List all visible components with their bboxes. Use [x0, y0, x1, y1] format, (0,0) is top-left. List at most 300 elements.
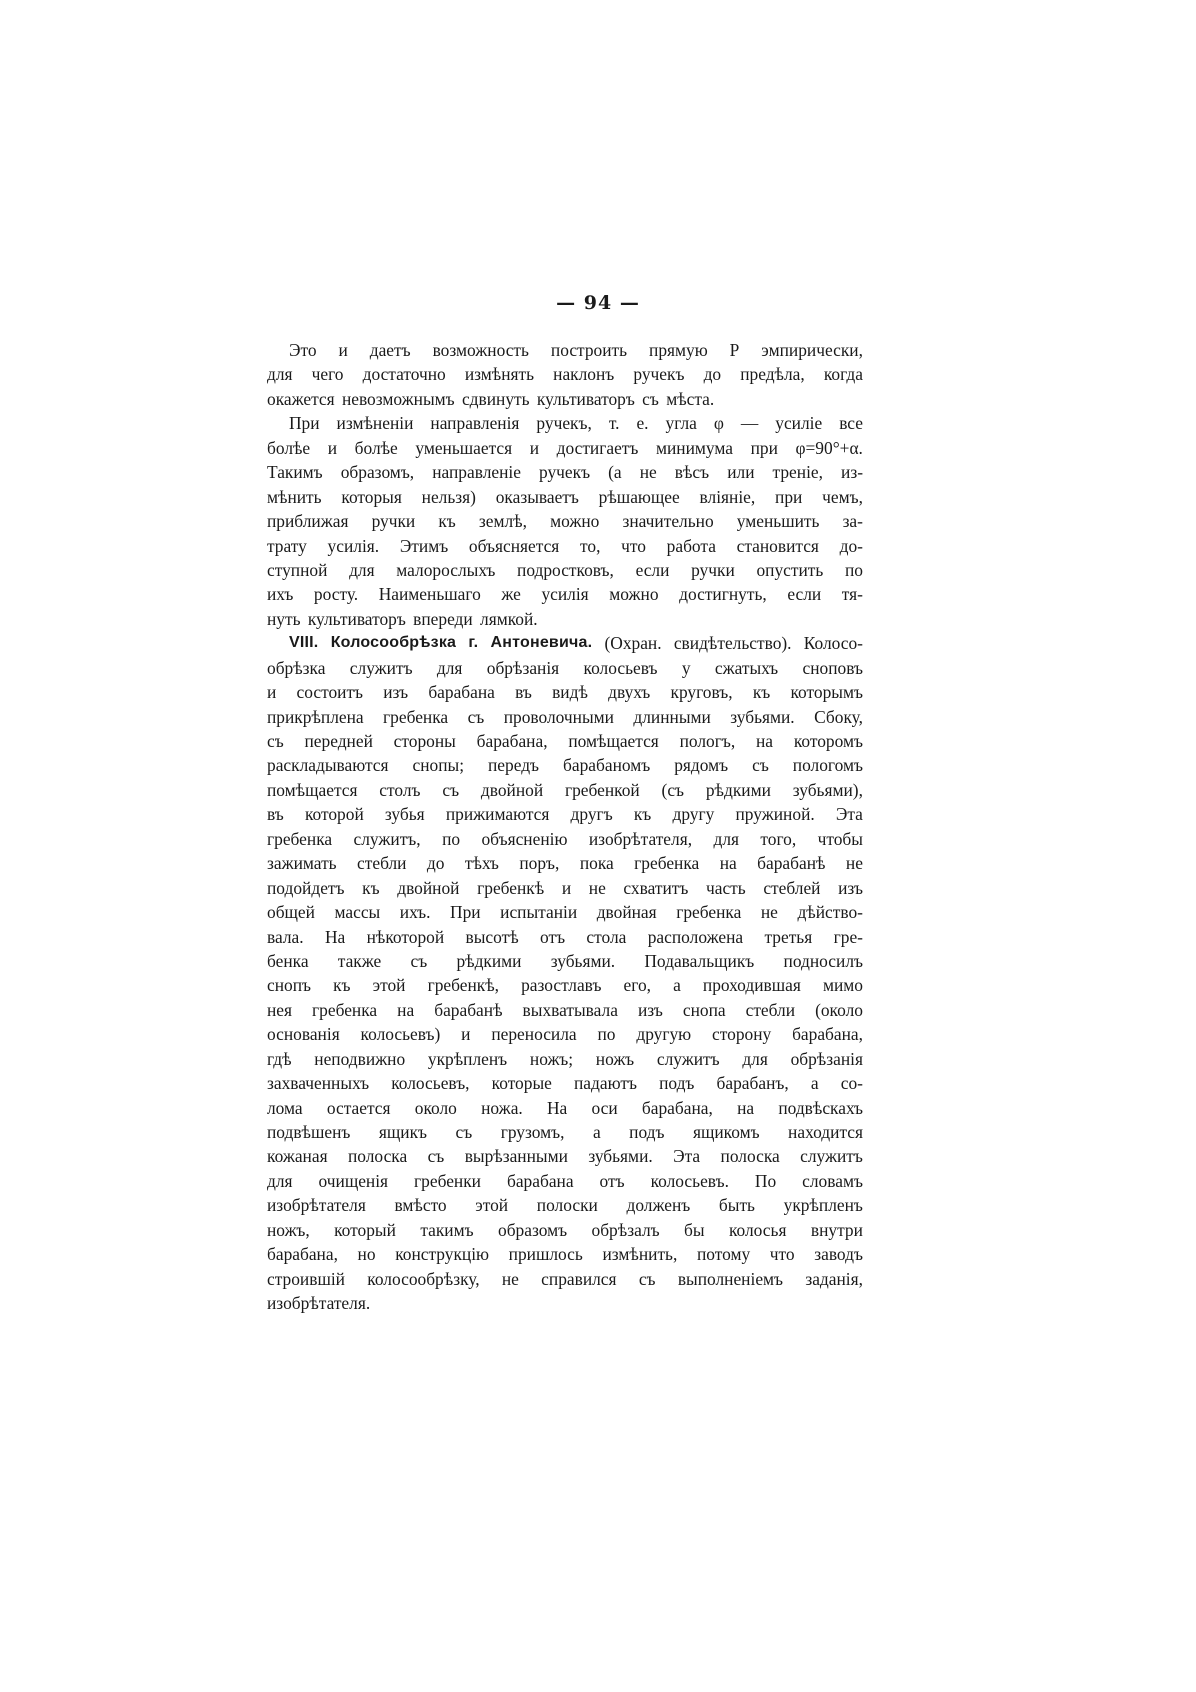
word: то, [580, 535, 601, 556]
word: грузомъ, [500, 1122, 565, 1142]
word: оси [591, 1097, 618, 1118]
word: уменьшить [736, 511, 820, 532]
word: измѣнить, [602, 1244, 678, 1265]
word: барабана, [476, 731, 548, 751]
word: къ [633, 804, 652, 825]
word: заводъ [814, 1244, 863, 1265]
text-line [267, 509, 863, 533]
word: φ [713, 413, 724, 434]
word: подвѣскахъ [778, 1097, 863, 1118]
word: и [327, 437, 338, 458]
word: барабаномъ [563, 755, 651, 776]
word: къ [752, 682, 771, 703]
text-line [267, 607, 863, 631]
word: стебли [745, 999, 796, 1020]
word: на [756, 731, 774, 751]
word: видѣ [552, 682, 588, 703]
word: болѣе [267, 437, 311, 458]
word: сноповъ [802, 657, 863, 678]
word: вырѣзанными [464, 1146, 568, 1167]
word: раскладываются [267, 755, 389, 776]
word: бы [684, 1219, 705, 1240]
word: если [787, 584, 822, 605]
word: съ [642, 388, 659, 409]
word: около [414, 1097, 457, 1118]
word: двойная [596, 902, 657, 923]
word: подростковъ, [517, 559, 614, 580]
text-line [267, 802, 863, 826]
word: которой [304, 804, 364, 825]
word: которомъ [793, 731, 863, 751]
text-line [267, 680, 863, 704]
word: культиваторъ [536, 388, 635, 409]
word: сжатыхъ [714, 657, 779, 678]
word: ручки [691, 559, 735, 580]
word: оказываетъ [495, 486, 579, 507]
text-line [267, 753, 863, 777]
word: ручекъ, [536, 413, 592, 434]
word: уменьшается [415, 437, 513, 458]
word: колосообрѣзку, [367, 1268, 480, 1289]
word: рѣдкими [456, 950, 522, 971]
word: На [324, 926, 346, 947]
word: помѣщается [568, 731, 659, 751]
word: рѣшающее [598, 486, 680, 507]
section-heading-word: Колосообрѣзка [330, 634, 457, 652]
word: чемъ, [822, 486, 863, 507]
word: разостлавъ [521, 975, 602, 996]
text-line [267, 998, 863, 1022]
word: ручекъ [539, 462, 591, 483]
word: ножа. [481, 1097, 523, 1118]
word: гребенкѣ, [427, 975, 499, 996]
word: сторону [712, 1024, 772, 1045]
word: нея [267, 999, 293, 1020]
word: вѣсъ [674, 462, 710, 483]
word: двухъ [608, 682, 651, 703]
body-text [267, 338, 863, 1316]
word: Наименьшаго [378, 584, 481, 605]
text-line [267, 582, 863, 606]
word: проходившая [702, 975, 801, 996]
text-line [267, 778, 863, 802]
word: все [839, 413, 863, 434]
word: полоска [720, 1146, 780, 1167]
word: (а [608, 462, 622, 483]
word: снопа [682, 999, 726, 1020]
text-line [267, 900, 863, 924]
word: заданія, [805, 1268, 863, 1289]
word: Такимъ [267, 462, 323, 483]
word: нуть [267, 608, 301, 629]
word: пружиной. [735, 804, 815, 825]
word: часть [705, 877, 746, 898]
word: При [289, 413, 320, 434]
text-line [267, 1242, 863, 1266]
word: что [769, 1244, 795, 1265]
word: невозможнымъ [341, 388, 455, 409]
word: не [845, 853, 863, 874]
text-line [267, 949, 863, 973]
page-number: — 94 — [556, 292, 640, 314]
word: вмѣсто [394, 1195, 447, 1216]
word: находится [788, 1122, 863, 1142]
word: измѣненіи [336, 413, 414, 434]
word: этой [475, 1195, 509, 1216]
word: неподвижно [314, 1048, 406, 1069]
word: быть [718, 1195, 755, 1216]
word: на [737, 1097, 755, 1118]
word: бенка [267, 950, 309, 971]
word: образомъ [498, 1219, 568, 1240]
word: за- [842, 511, 863, 532]
word: предѣла, [740, 364, 805, 385]
word: изъ [838, 877, 863, 898]
text-line [267, 1120, 863, 1144]
word: т. [608, 413, 620, 434]
text-line [267, 460, 863, 484]
word: для [267, 1170, 293, 1191]
word: мѣнить [267, 486, 322, 507]
text-line [267, 1193, 863, 1217]
word: зубьями), [792, 779, 863, 800]
word: изъ [637, 999, 663, 1020]
word: лома [267, 1097, 303, 1118]
word: подвѣшенъ [267, 1122, 351, 1142]
word: для [742, 1048, 768, 1069]
word: съ [442, 779, 460, 800]
word: барабана [506, 1170, 574, 1191]
text-line [267, 558, 863, 582]
word: Эта [673, 1146, 701, 1167]
word: служитъ [800, 1146, 863, 1167]
word: стола [586, 926, 627, 947]
word: опустить [756, 559, 824, 580]
word: угла [665, 413, 697, 434]
word: внутри [810, 1219, 863, 1240]
word: гребенка [634, 853, 700, 874]
word: къ [362, 877, 380, 898]
word: рядомъ [674, 755, 729, 776]
word: эмпирически, [761, 340, 863, 360]
word: у [681, 657, 691, 678]
word: стеблей [763, 877, 821, 898]
word: того, [760, 828, 797, 849]
word: тя- [841, 584, 863, 605]
word: передней [304, 731, 373, 751]
word: гребенкѣ [477, 877, 545, 898]
word: пологъ, [679, 731, 736, 751]
word: массы [334, 902, 381, 923]
word: не [639, 462, 657, 483]
word: конструкцію [395, 1244, 490, 1265]
word: чего [311, 364, 344, 385]
word: объясняется [468, 535, 560, 556]
word: можно [550, 511, 600, 532]
word: поръ, [519, 853, 560, 874]
word: достаточно [362, 364, 446, 385]
text-line [267, 387, 863, 411]
word: служитъ [349, 657, 413, 678]
word: построить [550, 340, 628, 360]
word: чтобы [817, 828, 863, 849]
word: минимума [655, 437, 733, 458]
word: укрѣпленъ [783, 1195, 863, 1216]
word: лямкой. [480, 608, 538, 629]
text-line [267, 827, 863, 851]
word: прикрѣплена [267, 706, 364, 727]
word: къ [438, 511, 456, 532]
word: трату [267, 535, 307, 556]
word: обрѣзанія [486, 657, 560, 678]
word: из- [841, 462, 863, 483]
word: усилія [541, 584, 589, 605]
word: съ [427, 1146, 445, 1167]
text-line [267, 1218, 863, 1242]
word: обрѣзанія [790, 1048, 863, 1069]
word: усиліе [775, 413, 823, 434]
word: въ [515, 682, 532, 703]
word: барабана [428, 682, 495, 703]
word: при [750, 437, 778, 458]
word: подъ [659, 1073, 695, 1094]
word: третья [764, 926, 813, 947]
word: при [775, 486, 803, 507]
word: и [338, 340, 348, 360]
word: подносилъ [783, 950, 863, 971]
word: же [501, 584, 521, 605]
word: — [740, 413, 759, 434]
word: пока [579, 853, 614, 874]
word: ихъ [267, 584, 294, 605]
word: выхватывала [522, 999, 618, 1020]
word: кожаная [267, 1146, 328, 1167]
word: гребенка [312, 999, 378, 1020]
word: по [442, 828, 461, 849]
word: гребенка [676, 902, 742, 923]
paragraph [267, 338, 863, 411]
word: которыя [341, 486, 402, 507]
word: приближая [267, 511, 349, 532]
word: вліяніе, [699, 486, 756, 507]
word: работа [666, 535, 716, 556]
word: нѣкоторой [366, 926, 445, 947]
word: ручки [371, 511, 416, 532]
word: служитъ [656, 1048, 720, 1069]
section-heading-word: VIII. [289, 634, 319, 652]
word: выполненіемъ [677, 1268, 784, 1289]
word: когда [823, 364, 863, 385]
word: состоитъ [296, 682, 364, 703]
word: обрѣзалъ [591, 1219, 660, 1240]
word: снопъ [267, 975, 312, 996]
text-line [267, 1169, 863, 1193]
word: изобрѣтателя. [267, 1293, 371, 1314]
word: барабанѣ [757, 853, 826, 874]
word: словамъ [802, 1170, 863, 1191]
word: для [436, 657, 463, 678]
word: ящикъ [378, 1122, 428, 1142]
word: а [592, 1122, 601, 1142]
word: круговъ, [670, 682, 733, 703]
word: отъ [540, 926, 566, 947]
word: (Охран. [604, 633, 662, 654]
word: е. [636, 413, 649, 434]
text-line [267, 436, 863, 460]
word: строившій [267, 1268, 345, 1289]
text-line [267, 1071, 863, 1095]
word: вала. [267, 926, 304, 947]
word: съ [638, 1268, 656, 1289]
word: на [719, 853, 737, 874]
word: и [267, 682, 277, 703]
word: колосьевъ) [360, 1024, 441, 1045]
word: Подавальщикъ [644, 950, 755, 971]
word: наклонъ [553, 364, 615, 385]
word: передъ [488, 755, 540, 776]
word: не [501, 1268, 519, 1289]
word: ножъ; [529, 1048, 574, 1069]
word: такимъ [420, 1219, 474, 1240]
word: отъ [599, 1170, 625, 1191]
word: двойной [480, 779, 544, 800]
word: Это [289, 340, 317, 360]
word: ножъ, [267, 1219, 310, 1240]
word: даетъ [369, 340, 411, 360]
word: другъ [570, 804, 613, 825]
word: для [349, 559, 375, 580]
word: полоска [347, 1146, 408, 1167]
word: которые [491, 1073, 552, 1094]
word: служитъ, [353, 828, 421, 849]
text-line [267, 485, 863, 509]
word: мѣста. [666, 388, 715, 409]
word: барабанѣ [434, 999, 503, 1020]
text-line [267, 973, 863, 997]
word: φ=90°+α. [795, 437, 863, 458]
word: проволочными [503, 706, 614, 727]
word: (съ [661, 779, 685, 800]
word: съ [410, 950, 428, 971]
word: Колосо- [803, 633, 863, 654]
word: зубьями. [588, 1146, 653, 1167]
word: не [760, 902, 778, 923]
word: усилія. [327, 535, 380, 556]
word: образомъ, [340, 462, 415, 483]
word: съ [752, 755, 769, 776]
word: впереди [413, 608, 473, 629]
word: ящикомъ [692, 1122, 760, 1142]
word: Эта [835, 804, 863, 825]
word: зажимать [267, 853, 337, 874]
word: стороны [393, 731, 456, 751]
paragraph [267, 411, 863, 631]
word: съ [455, 1122, 473, 1142]
word: долженъ [626, 1195, 691, 1216]
word: прижимаются [445, 804, 550, 825]
word: свидѣтельство). [673, 633, 792, 654]
word: очищенія [318, 1170, 389, 1191]
word: нельзя) [421, 486, 476, 507]
word: объясненію [481, 828, 568, 849]
word: изобрѣтателя [267, 1195, 366, 1216]
text-line [267, 1096, 863, 1120]
word: и [529, 437, 540, 458]
word: обрѣзка [267, 657, 326, 678]
word: съ [267, 731, 284, 751]
text-line [267, 1267, 863, 1291]
word: съ [467, 706, 485, 727]
word: а [810, 1073, 819, 1094]
word: укрѣпленъ [427, 1048, 508, 1069]
word: тѣхъ [464, 853, 499, 874]
word: изъ [383, 682, 409, 703]
word: а [673, 975, 681, 996]
text-line [267, 925, 863, 949]
text-line [267, 876, 863, 900]
text-line [267, 411, 863, 435]
word: его, [623, 975, 651, 996]
section-heading-word: Антоневича. [490, 634, 593, 652]
word: При [450, 902, 481, 923]
word: расположена [647, 926, 744, 947]
text-line [267, 338, 863, 362]
word: этой [372, 975, 406, 996]
word: для [713, 828, 739, 849]
word: треніе, [772, 462, 823, 483]
word: также [337, 950, 382, 971]
word: другую [636, 1024, 692, 1045]
section-heading-word: г. [468, 634, 479, 652]
paragraph [267, 631, 863, 1315]
word: колосьевъ. [650, 1170, 729, 1191]
text-line [267, 1291, 863, 1315]
word: до- [839, 535, 863, 556]
word: стебли [357, 853, 407, 874]
word: двойной [397, 877, 460, 898]
word: потому [696, 1244, 751, 1265]
word: на [397, 999, 415, 1020]
word: но [357, 1244, 376, 1265]
word: которымъ [790, 682, 863, 703]
word: помѣщается [267, 779, 358, 800]
word: гребенка [383, 706, 449, 727]
word: барабана, [641, 1097, 713, 1118]
word: длинными [633, 706, 711, 727]
text-line [267, 705, 863, 729]
word: P [729, 340, 740, 360]
text-line [267, 1144, 863, 1168]
text-line [267, 1022, 863, 1046]
word: гре- [833, 926, 863, 947]
word: мимо [822, 975, 863, 996]
word: если [635, 559, 670, 580]
text-line [267, 362, 863, 386]
word: по [597, 1024, 616, 1045]
word: направленіе [432, 462, 521, 483]
word: со- [840, 1073, 863, 1094]
word: зубьями. [550, 950, 616, 971]
word: ручекъ [633, 364, 685, 385]
text-line [267, 656, 863, 680]
word: что [621, 535, 646, 556]
word: направленія [430, 413, 520, 434]
word: окажется [267, 388, 335, 409]
word: гребенка [267, 828, 333, 849]
word: достигнуть, [679, 584, 767, 605]
word: гребенки [414, 1170, 481, 1191]
word: переносила [491, 1024, 577, 1045]
